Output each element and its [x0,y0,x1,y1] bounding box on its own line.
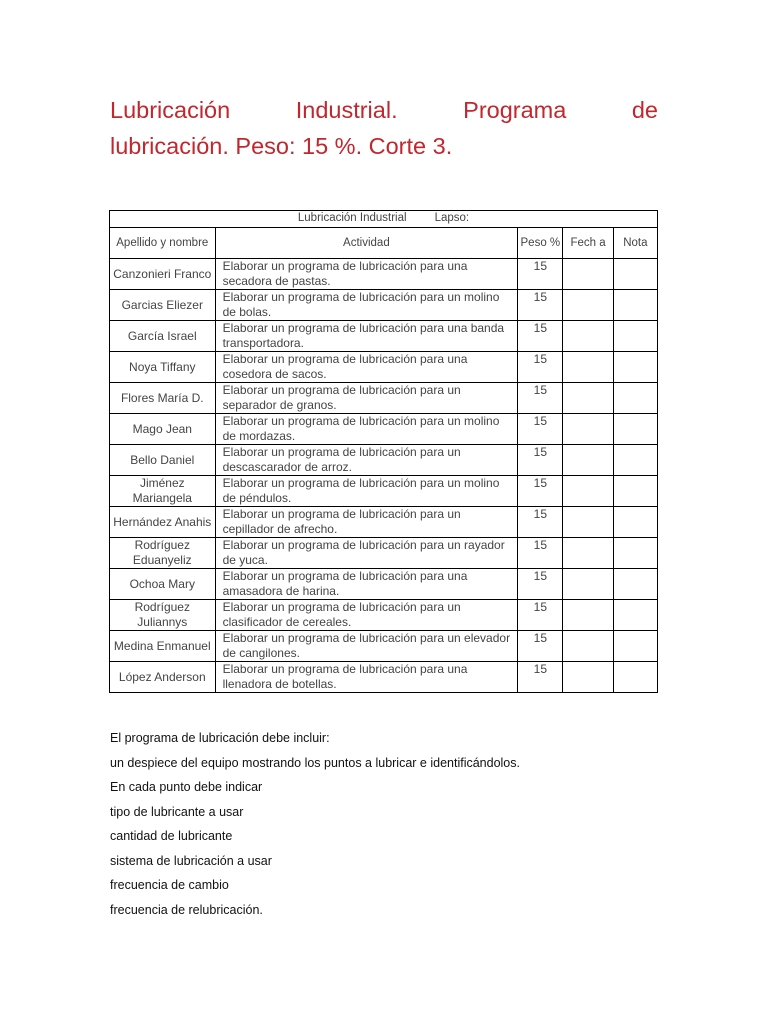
activity-cell: Elaborar un programa de lubricación para una cosedora de sacos. [215,352,518,383]
title-word: Industrial. [295,97,398,123]
table-row [110,538,658,569]
student-name-cell: Hernández Anahis [110,507,216,538]
fecha-cell [563,383,613,414]
peso-cell: 15 [518,507,563,538]
nota-cell [613,414,657,445]
peso-cell: 15 [518,631,563,662]
peso-cell: 15 [518,414,563,445]
fecha-cell [563,476,613,507]
student-name-cell: Flores María D. [110,383,216,414]
document-title [110,92,658,164]
nota-cell [613,507,657,538]
grade-table [109,210,658,693]
table-body [110,259,658,693]
activity-cell: Elaborar un programa de lubricación para un cepillador de afrecho. [215,507,518,538]
table-row [110,290,658,321]
instruction-line: En cada punto debe indicar [110,780,263,794]
header-name: Apellido y nombre [110,228,216,259]
nota-cell [613,662,657,693]
table-caption-row [110,211,658,228]
nota-cell [613,352,657,383]
instruction-line: cantidad de lubricante [110,829,233,843]
student-name-cell: Jiménez Mariangela [110,476,216,507]
activity-cell: Elaborar un programa de lubricación para un molino de bolas. [215,290,518,321]
activity-cell: Elaborar un programa de lubricación para un clasificador de cereales. [215,600,518,631]
nota-cell [613,600,657,631]
fecha-cell [563,290,613,321]
peso-cell: 15 [518,383,563,414]
title-line-2: lubricación. Peso: 15 %. Corte 3. [110,133,453,159]
activity-cell: Elaborar un programa de lubricación para un separador de granos. [215,383,518,414]
fecha-cell [563,414,613,445]
table-row [110,600,658,631]
table-row [110,507,658,538]
title-line-1 [110,92,658,128]
peso-cell: 15 [518,259,563,290]
fecha-cell [563,600,613,631]
table-header-row [110,228,658,259]
caption-course: Lubricación Industrial [297,212,407,224]
peso-cell: 15 [518,538,563,569]
activity-cell: Elaborar un programa de lubricación para un molino de mordazas. [215,414,518,445]
fecha-cell [563,445,613,476]
nota-cell [613,290,657,321]
instruction-line: El programa de lubricación debe incluir: [110,731,330,745]
student-name-cell: Bello Daniel [110,445,216,476]
header-activity: Actividad [215,228,518,259]
table-row [110,259,658,290]
fecha-cell [563,631,613,662]
title-word: Lubricación [110,97,231,123]
activity-cell: Elaborar un programa de lubricación para un elevador de cangilones. [215,631,518,662]
nota-cell [613,538,657,569]
nota-cell [613,445,657,476]
table-row [110,569,658,600]
student-name-cell: Rodríguez Juliannys [110,600,216,631]
student-name-cell: Garcias Eliezer [110,290,216,321]
instruction-line: tipo de lubricante a usar [110,804,244,819]
fecha-cell [563,538,613,569]
instruction-line: frecuencia de relubricación. [110,902,263,917]
activity-cell: Elaborar un programa de lubricación para un rayador de yuca. [215,538,518,569]
nota-cell [613,383,657,414]
title-word: de [631,97,658,123]
peso-cell: 15 [518,321,563,352]
peso-cell: 15 [518,476,563,507]
fecha-cell [563,662,613,693]
activity-cell: Elaborar un programa de lubricación para una llenadora de botellas. [215,662,518,693]
student-name-cell: Rodríguez Eduanyeliz [110,538,216,569]
header-peso: Peso % [518,228,563,259]
nota-cell [613,569,657,600]
table-row [110,662,658,693]
peso-cell: 15 [518,662,563,693]
activity-cell: Elaborar un programa de lubricación para una amasadora de harina. [215,569,518,600]
activity-cell: Elaborar un programa de lubricación para una secadora de pastas. [215,259,518,290]
nota-cell [613,631,657,662]
activity-cell: Elaborar un programa de lubricación para un molino de péndulos. [215,476,518,507]
table-row [110,383,658,414]
header-fecha: Fech a [563,228,613,259]
table-row [110,631,658,662]
nota-cell [613,321,657,352]
student-name-cell: Medina Enmanuel [110,631,216,662]
nota-cell [613,259,657,290]
table-row [110,352,658,383]
peso-cell: 15 [518,445,563,476]
student-name-cell: Mago Jean [110,414,216,445]
fecha-cell [563,259,613,290]
student-name-cell: López Anderson [110,662,216,693]
caption-lapso: Lapso: [434,212,470,224]
instruction-line: frecuencia de cambio [110,878,229,892]
fecha-cell [563,569,613,600]
activity-cell: Elaborar un programa de lubricación para un descascarador de arroz. [215,445,518,476]
activity-cell: Elaborar un programa de lubricación para una banda transportadora. [215,321,518,352]
peso-cell: 15 [518,600,563,631]
nota-cell [613,476,657,507]
table-row [110,445,658,476]
title-word: Programa [463,97,567,123]
instruction-line: un despiece del equipo mostrando los puntos a lubricar e identificándolos. [110,755,520,770]
student-name-cell: Ochoa Mary [110,569,216,600]
instructions [110,728,520,924]
fecha-cell [563,352,613,383]
table-row [110,476,658,507]
fecha-cell [563,321,613,352]
table-row [110,321,658,352]
header-nota: Nota [613,228,657,259]
student-name-cell: Noya Tiffany [110,352,216,383]
peso-cell: 15 [518,290,563,321]
peso-cell: 15 [518,569,563,600]
table-caption [110,211,658,228]
student-name-cell: García Israel [110,321,216,352]
table-row [110,414,658,445]
peso-cell: 15 [518,352,563,383]
fecha-cell [563,507,613,538]
instruction-line: sistema de lubricación a usar [110,853,272,868]
student-name-cell: Canzonieri Franco [110,259,216,290]
